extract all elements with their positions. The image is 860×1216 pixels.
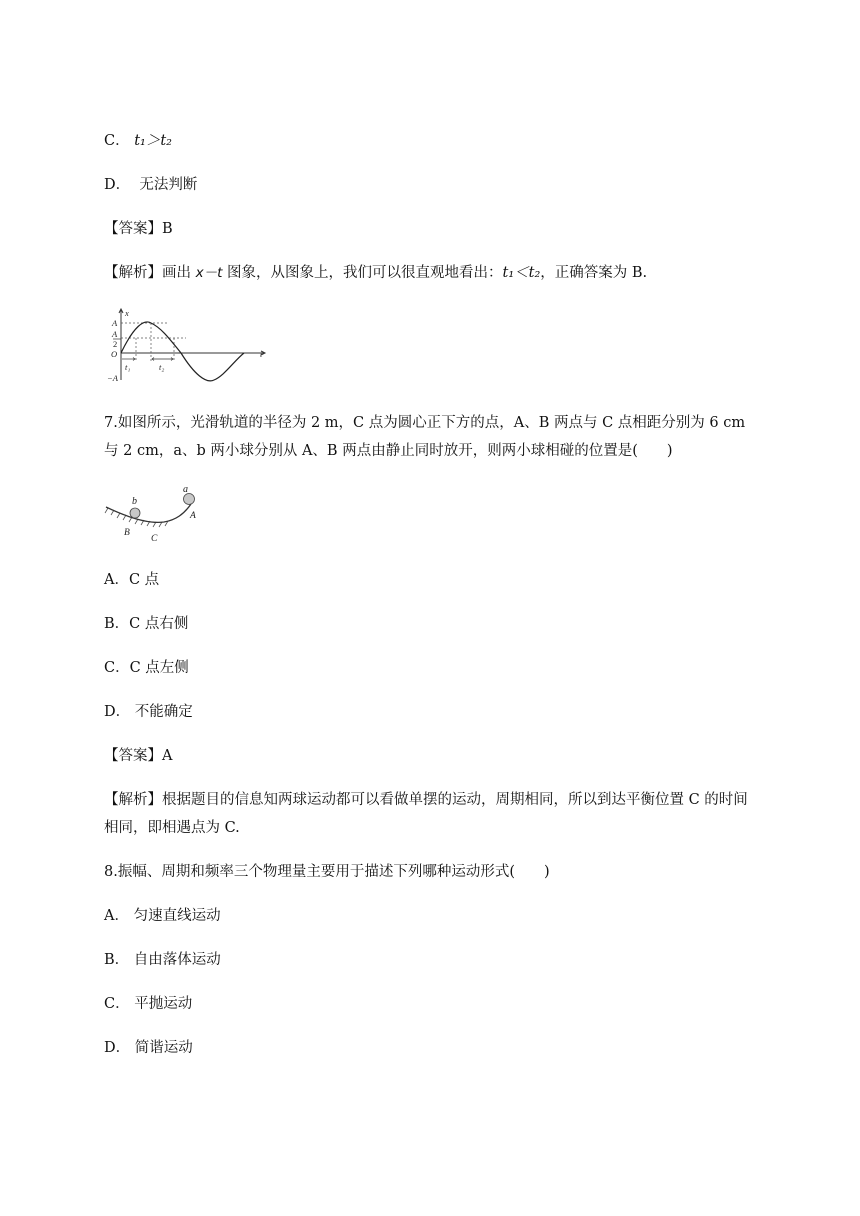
label-t2: t₂ <box>159 362 165 372</box>
q8-option-a: A． 匀速直线运动 <box>104 908 221 924</box>
q6-option-c <box>104 131 172 151</box>
analysis-formula: x－t <box>195 265 223 281</box>
label-point-A: A <box>190 511 196 521</box>
analysis-text: ，正确答案为 B. <box>540 265 648 281</box>
option-label: C． <box>104 133 130 149</box>
analysis-text: 画出 <box>162 265 191 281</box>
label-origin: O <box>111 349 118 359</box>
label-amplitude: A <box>112 318 118 328</box>
xt-graph-figure <box>104 306 276 384</box>
option-label: D． <box>104 177 131 193</box>
q8-option-b: B． 自由落体运动 <box>104 952 221 968</box>
analysis-prefix: 【解析】 <box>104 265 162 281</box>
q7-option-d: D． 不能确定 <box>104 704 193 720</box>
label-ball-b: b <box>132 496 137 507</box>
answer-value: A <box>162 748 173 764</box>
option-text: t₁＞t₂ <box>134 133 172 149</box>
analysis-prefix: 【解析】 <box>104 792 162 808</box>
label-neg-amplitude: −A <box>107 373 118 383</box>
q7-stem-line2: 与 2 cm，a、b 两小球分别从 A、B 两点由静止同时放开，则两小球相碰的位置是( ) <box>104 443 673 459</box>
answer-value: B <box>162 221 173 237</box>
q6-option-d <box>104 175 197 195</box>
ball-b <box>130 508 140 518</box>
q8-stem: 8.振幅、周期和频率三个物理量主要用于描述下列哪种运动形式( ) <box>104 864 550 880</box>
q7-analysis <box>104 786 760 842</box>
q7-stem-line1: 7.如图所示，光滑轨道的半径为 2 m，C 点为圆心正下方的点，A、B 两点与 C 点相距分别为 6 cm <box>104 415 746 431</box>
answer-prefix: 【答案】 <box>104 221 162 237</box>
label-half-amplitude-num: A <box>112 329 118 339</box>
axis-t-label: t <box>260 349 263 359</box>
q7-option-a: A．C 点 <box>104 572 160 588</box>
label-point-B: B <box>124 528 130 538</box>
q7-stem <box>104 409 760 465</box>
answer-prefix: 【答案】 <box>104 748 162 764</box>
track-curve <box>106 504 191 522</box>
q8-option-c: C． 平抛运动 <box>104 996 193 1012</box>
label-t1: t₁ <box>125 362 131 372</box>
label-ball-a: a <box>183 484 188 495</box>
label-half-amplitude-den: 2 <box>113 339 118 349</box>
q7-answer <box>104 746 172 766</box>
analysis-text: 根据题目的信息知两球运动都可以看做单摆的运动，周期相同，所以到达平衡位置 C 的时间相同，即相遇点为 C. <box>104 792 748 836</box>
axis-x-label: x <box>125 308 129 318</box>
q7-option-c: C．C 点左侧 <box>104 660 189 676</box>
option-text: 无法判断 <box>139 177 198 193</box>
q6-answer <box>104 219 173 239</box>
analysis-compare: t₁＜t₂ <box>502 265 541 281</box>
q8-option-d: D． 简谐运动 <box>104 1040 193 1056</box>
label-point-C: C <box>151 534 158 544</box>
q7-option-b: B．C 点右侧 <box>104 616 189 632</box>
sine-curve <box>121 322 244 381</box>
track-figure <box>104 484 224 546</box>
ball-a <box>184 494 195 505</box>
analysis-text: 图象，从图象上，我们可以很直观地看出： <box>227 265 503 281</box>
q6-analysis <box>104 263 647 283</box>
